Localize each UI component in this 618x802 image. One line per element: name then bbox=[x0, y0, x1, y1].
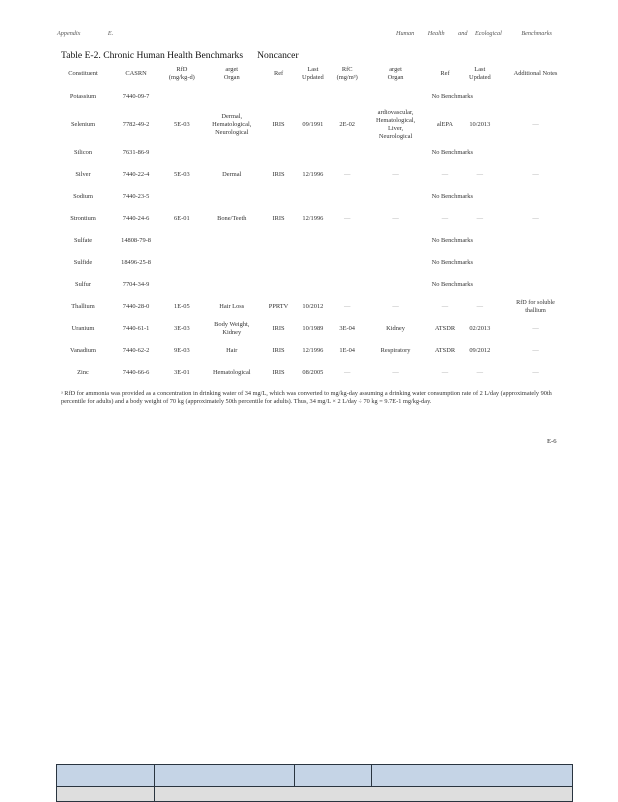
target-organ-2-cell bbox=[363, 318, 429, 340]
next-table-fragment bbox=[56, 764, 573, 802]
rfd-cell: 3E-03 bbox=[174, 325, 190, 332]
header-appendix: Appendix bbox=[57, 30, 81, 37]
table-title-sub: Noncancer bbox=[257, 50, 299, 61]
spacer-cell bbox=[163, 252, 200, 274]
rfc-cell: 3E-04 bbox=[339, 325, 355, 332]
next-table-cell bbox=[57, 787, 155, 802]
target-organ-cell bbox=[201, 296, 263, 318]
target-organ-2-cell bbox=[363, 340, 429, 362]
table-row bbox=[57, 340, 573, 362]
table-footnote: ᵃ RfD for ammonia was provided as a concentration in drinking water of 34 mg/L, which was converted to mg/kg-day assuming a drinking water consumption rate of 2 L/day (approximately 90th percentile for adults) and a body weight of 70 kg (approximately 50th percentile for adults). Thus, 34 mg/L × 2 L/day ÷ 70 kg = 9.7E-1 mg/kg-day. bbox=[61, 390, 552, 405]
col-constituent: Constituent bbox=[68, 70, 98, 77]
header-word: and bbox=[458, 30, 468, 37]
constituent-cell: Sulfate bbox=[73, 237, 93, 244]
spacer-cell bbox=[294, 274, 331, 296]
spacer-cell bbox=[294, 252, 331, 274]
rfd-cell: 5E-03 bbox=[174, 171, 190, 178]
target-organ-cell-line: Body Weight, bbox=[214, 321, 250, 328]
running-header-right bbox=[396, 30, 552, 37]
next-table-header-cell bbox=[155, 765, 295, 787]
header-word: Health bbox=[427, 30, 445, 37]
target-organ-cell bbox=[201, 164, 263, 186]
spacer-cell bbox=[263, 86, 294, 108]
header-word: Human bbox=[396, 30, 415, 37]
additional-notes-cell: — bbox=[532, 325, 539, 332]
ref-cell: IRIS bbox=[272, 215, 285, 222]
spacer-cell bbox=[263, 186, 294, 208]
target-organ-cell-line: Bone/Teeth bbox=[217, 215, 247, 222]
constituent-cell: Selenium bbox=[70, 121, 96, 128]
additional-notes-cell: — bbox=[532, 215, 539, 222]
rfc-cell: — bbox=[344, 171, 351, 178]
target-organ-2-cell-line: — bbox=[392, 171, 399, 178]
constituent-cell: Silicon bbox=[73, 149, 93, 156]
no-benchmarks-cell: No Benchmarks bbox=[431, 259, 473, 266]
table-row bbox=[57, 252, 573, 274]
target-organ-cell-line: Hair bbox=[226, 347, 238, 354]
no-benchmarks-cell: No Benchmarks bbox=[431, 93, 473, 100]
col-additional-notes: Additional Notes bbox=[513, 70, 558, 77]
rfc-cell: 1E-04 bbox=[339, 347, 355, 354]
header-word: Benchmarks bbox=[521, 30, 552, 37]
last-updated-2-cell: — bbox=[476, 369, 483, 376]
target-organ-cell-line: Neurological bbox=[215, 129, 249, 136]
spacer-cell bbox=[201, 86, 263, 108]
rfd-cell: 9E-03 bbox=[174, 347, 190, 354]
casrn-cell: 7440-66-6 bbox=[122, 369, 150, 376]
next-table-header-cell bbox=[372, 765, 573, 787]
col-rfd: RfD (mg/kg-d) bbox=[168, 66, 195, 81]
col-ref: Ref bbox=[273, 70, 284, 77]
page-number: E-6 bbox=[547, 438, 557, 445]
target-organ-2-cell-line: — bbox=[392, 303, 399, 310]
col-ref-2: Ref bbox=[440, 70, 450, 77]
casrn-cell: 7782-49-2 bbox=[122, 121, 150, 128]
ref-2-cell: ATSDR bbox=[434, 347, 456, 354]
rfd-cell: 1E-05 bbox=[174, 303, 190, 310]
table-row bbox=[57, 318, 573, 340]
target-organ-cell-line: Hematological bbox=[212, 369, 251, 376]
casrn-cell: 7440-62-2 bbox=[122, 347, 150, 354]
col-last-updated: Last Updated bbox=[302, 66, 324, 81]
col-casrn: CASRN bbox=[125, 70, 147, 77]
last-updated-2-cell: — bbox=[476, 215, 483, 222]
constituent-cell: Uranium bbox=[71, 325, 95, 332]
spacer-cell bbox=[163, 186, 200, 208]
next-table-header-row bbox=[57, 765, 573, 787]
target-organ-2-cell bbox=[363, 108, 429, 142]
additional-notes-cell: — bbox=[532, 369, 539, 376]
spacer-cell bbox=[294, 86, 331, 108]
last-updated-cell: 12/1996 bbox=[302, 347, 324, 354]
last-updated-cell: 12/1996 bbox=[302, 215, 324, 222]
table-row bbox=[57, 108, 573, 142]
constituent-cell: Vanadium bbox=[70, 347, 96, 354]
last-updated-cell: 12/1996 bbox=[302, 171, 324, 178]
casrn-cell: 7440-61-1 bbox=[122, 325, 150, 332]
running-header-left bbox=[57, 30, 113, 37]
ref-cell: PPRTV bbox=[268, 303, 289, 310]
no-benchmarks-cell: No Benchmarks bbox=[431, 193, 473, 200]
target-organ-cell-line: Hair Loss bbox=[219, 303, 245, 310]
last-updated-2-cell: — bbox=[476, 171, 483, 178]
rfc-cell: 2E-02 bbox=[339, 121, 355, 128]
table-row bbox=[57, 230, 573, 252]
spacer-cell bbox=[201, 274, 263, 296]
spacer-cell bbox=[263, 274, 294, 296]
constituent-cell: Sodium bbox=[73, 193, 93, 200]
constituent-cell: Sulfide bbox=[73, 259, 93, 266]
spacer-cell bbox=[263, 142, 294, 164]
table-title-main: Table E-2. Chronic Human Health Benchmarks bbox=[61, 50, 244, 61]
spacer-cell bbox=[163, 86, 200, 108]
additional-notes-cell bbox=[498, 296, 573, 318]
additional-notes-cell-line: RfD for soluble bbox=[516, 299, 555, 306]
spacer-cell bbox=[201, 252, 263, 274]
constituent-cell: Strontium bbox=[70, 215, 96, 222]
target-organ-2-cell-line: Respiratory bbox=[380, 347, 411, 354]
constituent-cell: Silver bbox=[75, 171, 91, 178]
last-updated-2-cell: 09/2012 bbox=[469, 347, 491, 354]
spacer-cell bbox=[294, 142, 331, 164]
target-organ-2-cell bbox=[363, 164, 429, 186]
rfc-cell: — bbox=[344, 303, 351, 310]
table-header-row bbox=[57, 62, 573, 86]
target-organ-cell-line: Hematological, bbox=[212, 121, 252, 128]
benchmarks-table bbox=[57, 62, 573, 384]
spacer-cell bbox=[294, 186, 331, 208]
no-benchmarks-cell: No Benchmarks bbox=[431, 281, 473, 288]
target-organ-cell-line: Kidney bbox=[222, 329, 242, 336]
last-updated-cell: 10/2012 bbox=[302, 303, 324, 310]
no-benchmarks-cell: No Benchmarks bbox=[431, 149, 473, 156]
target-organ-cell bbox=[201, 318, 263, 340]
target-organ-2-cell-line: Kidney bbox=[386, 325, 405, 332]
constituent-cell: Potassium bbox=[69, 93, 97, 100]
next-table-header-cell bbox=[295, 765, 372, 787]
rfd-cell: 6E-01 bbox=[174, 215, 190, 222]
ref-cell: IRIS bbox=[272, 347, 285, 354]
target-organ-cell bbox=[201, 208, 263, 230]
casrn-cell: 7704-34-9 bbox=[122, 281, 150, 288]
last-updated-2-cell: 10/2013 bbox=[469, 121, 491, 128]
last-updated-cell: 08/2005 bbox=[302, 369, 324, 376]
last-updated-2-cell: — bbox=[476, 303, 483, 310]
table-row bbox=[57, 208, 573, 230]
next-table-cell bbox=[155, 787, 573, 802]
additional-notes-cell-line: thallium bbox=[525, 307, 546, 314]
additional-notes-cell: — bbox=[532, 347, 539, 354]
target-organ-2-cell-line: Neurological bbox=[378, 133, 413, 140]
table-row bbox=[57, 186, 573, 208]
next-table-header-cell bbox=[57, 765, 155, 787]
header-appendix-letter: E. bbox=[107, 30, 114, 37]
no-benchmarks-cell: No Benchmarks bbox=[431, 237, 473, 244]
target-organ-cell-line: Dermal bbox=[222, 171, 242, 178]
table-row bbox=[57, 274, 573, 296]
last-updated-cell: 10/1989 bbox=[302, 325, 324, 332]
spacer-cell bbox=[201, 142, 263, 164]
target-organ-cell bbox=[201, 362, 263, 384]
ref-2-cell: — bbox=[441, 215, 449, 222]
casrn-cell: 7440-23-5 bbox=[122, 193, 150, 200]
additional-notes-cell: — bbox=[532, 171, 539, 178]
spacer-cell bbox=[163, 230, 200, 252]
table-row bbox=[57, 296, 573, 318]
spacer-cell bbox=[163, 142, 200, 164]
casrn-cell: 7440-24-6 bbox=[122, 215, 150, 222]
target-organ-2-cell-line: Liver, bbox=[387, 125, 404, 132]
casrn-cell: 7631-86-9 bbox=[122, 149, 150, 156]
target-organ-2-cell-line: — bbox=[392, 369, 399, 376]
target-organ-cell-line: Dermal, bbox=[221, 113, 243, 120]
rfd-cell: 5E-03 bbox=[174, 121, 190, 128]
spacer-cell bbox=[163, 274, 200, 296]
ref-cell: IRIS bbox=[272, 369, 285, 376]
ref-cell: IRIS bbox=[272, 121, 285, 128]
rfc-cell: — bbox=[344, 215, 351, 222]
target-organ-2-cell bbox=[363, 296, 429, 318]
col-target-organ-2: arget Organ bbox=[387, 66, 404, 81]
header-word: Ecological bbox=[474, 30, 502, 37]
casrn-cell: 7440-22-4 bbox=[122, 171, 150, 178]
target-organ-2-cell-line: ardiovascular, bbox=[377, 109, 414, 116]
target-organ-cell bbox=[201, 340, 263, 362]
target-organ-2-cell-line: Hematological, bbox=[375, 117, 416, 124]
next-table-row bbox=[57, 787, 573, 802]
ref-cell: IRIS bbox=[272, 171, 285, 178]
constituent-cell: Thallium bbox=[71, 303, 95, 310]
last-updated-2-cell: 02/2013 bbox=[469, 325, 491, 332]
ref-cell: IRIS bbox=[272, 325, 285, 332]
table-row bbox=[57, 142, 573, 164]
casrn-cell: 7440-28-0 bbox=[122, 303, 150, 310]
table-row bbox=[57, 164, 573, 186]
casrn-cell: 14808-79-8 bbox=[121, 237, 151, 244]
col-last-updated-2: Last Updated bbox=[468, 66, 491, 81]
rfc-cell: — bbox=[344, 369, 351, 376]
casrn-cell: 18496-25-8 bbox=[121, 259, 151, 266]
table-row bbox=[57, 86, 573, 108]
ref-2-cell: ATSDR bbox=[434, 325, 456, 332]
additional-notes-cell: — bbox=[532, 121, 539, 128]
spacer-cell bbox=[201, 230, 263, 252]
rfd-cell: 3E-01 bbox=[174, 369, 190, 376]
last-updated-cell: 09/1991 bbox=[302, 121, 324, 128]
ref-2-cell: — bbox=[441, 303, 449, 310]
spacer-cell bbox=[263, 230, 294, 252]
target-organ-2-cell bbox=[363, 362, 429, 384]
casrn-cell: 7440-09-7 bbox=[122, 93, 150, 100]
table-title bbox=[61, 50, 313, 61]
constituent-cell: Sulfur bbox=[75, 281, 91, 288]
spacer-cell bbox=[263, 252, 294, 274]
target-organ-2-cell-line: — bbox=[392, 215, 399, 222]
ref-2-cell: — bbox=[441, 171, 449, 178]
target-organ-cell bbox=[201, 108, 263, 142]
spacer-cell bbox=[201, 186, 263, 208]
constituent-cell: Zinc bbox=[77, 369, 89, 376]
table-row bbox=[57, 362, 573, 384]
col-target-organ: arget Organ bbox=[223, 66, 240, 81]
target-organ-2-cell bbox=[363, 208, 429, 230]
spacer-cell bbox=[294, 230, 331, 252]
ref-2-cell: alEPA bbox=[436, 121, 454, 128]
ref-2-cell: — bbox=[441, 369, 449, 376]
col-rfc: RfC (mg/m³) bbox=[336, 66, 358, 81]
